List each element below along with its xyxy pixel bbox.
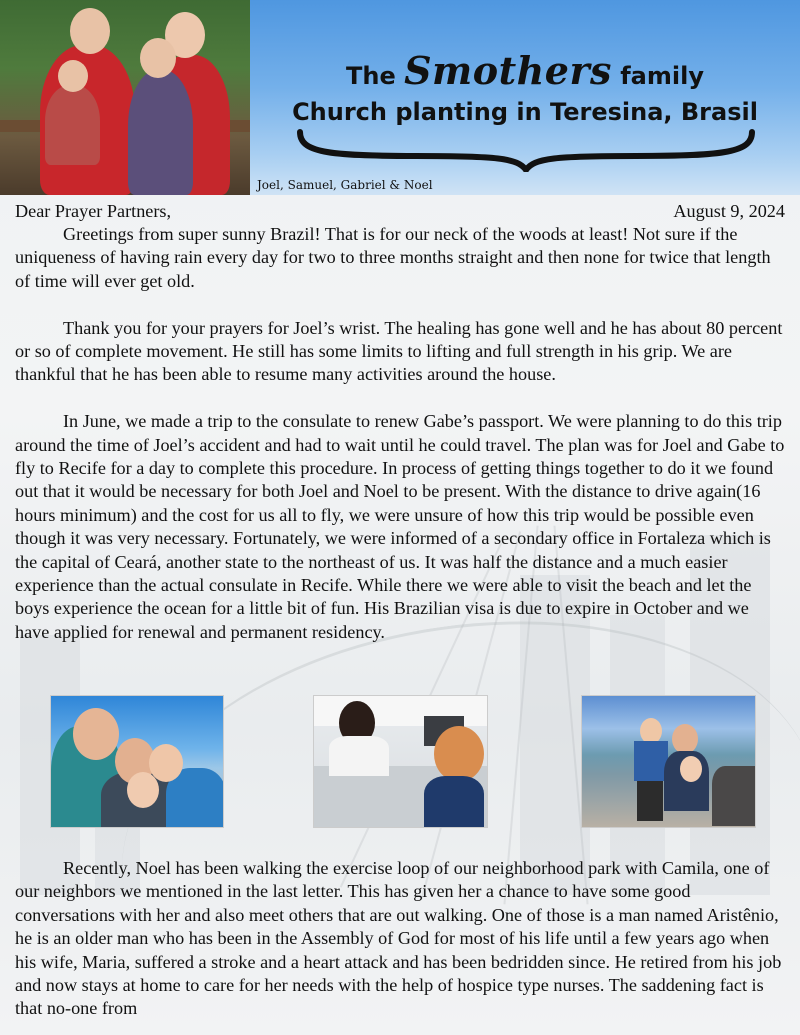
newsletter-title: The Smothers family xyxy=(346,48,704,93)
letter-date: August 9, 2024 xyxy=(673,201,785,221)
title-banner xyxy=(250,0,800,195)
photo-strip xyxy=(0,695,800,830)
letter-body xyxy=(15,200,785,644)
curly-brace-ornament xyxy=(296,126,756,172)
letter-body-continued xyxy=(15,857,785,1021)
paragraph-greeting: Greetings from super sunny Brazil! That is for our neck of the woods at least! Not sure if the uniqueness of having rain every day for two to three months straight and then none for twice that length of time will ever get old. xyxy=(15,224,771,291)
paragraph-consulate: In June, we made a trip to the consulate to renew Gabe’s passport. We were planning to do this trip around the time of Joel’s accident and had to wait until he could travel. The plan was for Joel and Gabe to fly to Recife for a day to complete this procedure. In process of getting things together to do it we found out that it would be necessary for both Joel and Noel to be present. With the distance to drive again(16 hours minimum) and the cost for us all to fly, we were unsure of how this trip would be possible even though it was very necessary. Fortunately, we were informed of a secondary office in Fortaleza which is the capital of Ceará, another state to the northeast of us. It was half the distance and a much easier experience than the actual consulate in Recife. While there we were able to visit the beach and let the boys experience the ocean for a little bit of fun. His Brazilian visa is due to expire in October and we have applied for renewal and permanent residency. xyxy=(15,411,785,642)
beach-selfie-photo xyxy=(50,695,224,828)
salutation: Dear Prayer Partners, xyxy=(15,201,172,221)
newsletter-header xyxy=(0,0,800,195)
consulate-office-photo xyxy=(313,695,488,828)
beach-father-sons-photo xyxy=(581,695,756,828)
paragraph-wrist: Thank you for your prayers for Joel’s wrist. The healing has gone well and he has about 80 percent or so of complete movement. He still has some limits to lifting and full strength in his grip. We are thankful that he has been able to resume many activities around the house. xyxy=(15,317,783,385)
family-name: Smothers xyxy=(404,48,612,93)
paragraph-neighbors: Recently, Noel has been walking the exercise loop of our neighborhood park with Camila, one of our neighbors we mentioned in the last letter. This has given her a chance to have some good conversations with her and also meet others that are out walking. One of those is a man named Aristênio, he is an older man who has been in the Assembly of God for most of his life until a few years ago when his wife, Maria, suffered a stroke and a heart attack and has been bedridden since. He retired from his job and now stays at home to care for her needs with the help of hospice type nurses. The saddening fact is that no-one from xyxy=(15,858,782,1019)
family-photo xyxy=(0,0,250,195)
newsletter-subtitle: Church planting in Teresina, Brasil xyxy=(292,98,758,126)
photo-caption: Joel, Samuel, Gabriel & Noel xyxy=(257,178,433,192)
